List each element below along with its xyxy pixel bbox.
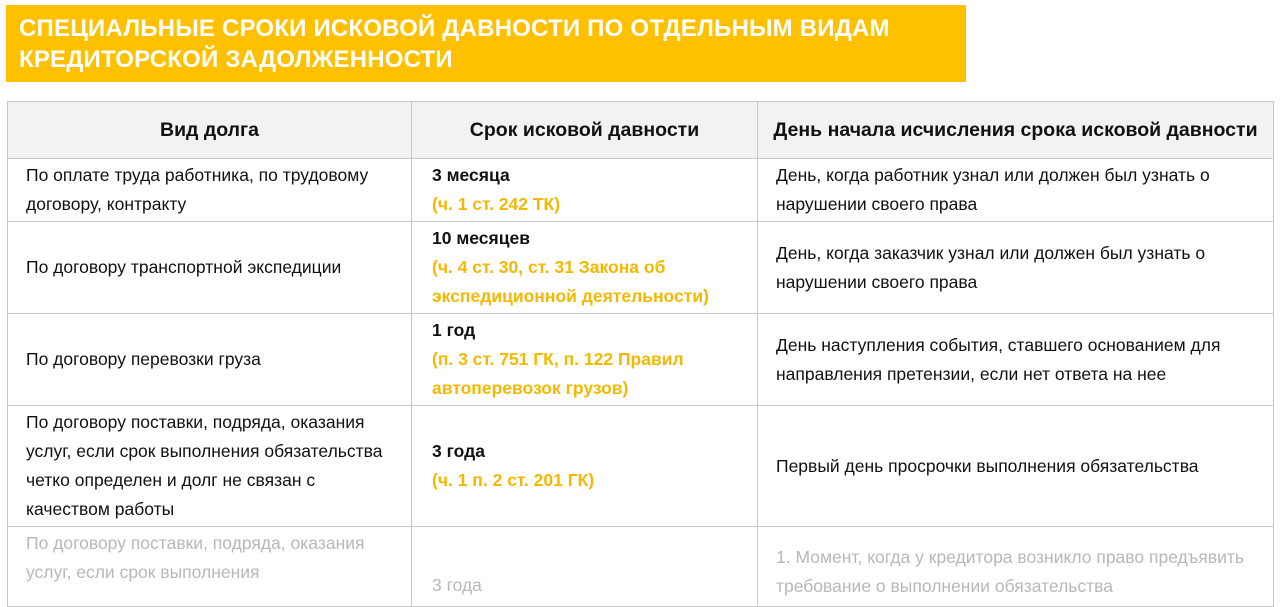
- legal-reference: (ч. 1 п. 2 ст. 201 ГК): [432, 470, 595, 490]
- term-value: 3 месяца: [432, 165, 510, 185]
- limitation-periods-table: [7, 101, 1274, 607]
- header-debt-type: Вид долга: [8, 102, 412, 159]
- table-row: [8, 527, 1274, 607]
- term-cell: [412, 314, 758, 406]
- term-cell: [412, 222, 758, 314]
- debt-type-cell: По договору поставки, подряда, оказания услуг, если срок выполнения обязательства четко определен и долг не связан с качеством работы: [8, 406, 412, 527]
- table-row: [8, 222, 1274, 314]
- debt-type-cell: По договору поставки, подряда, оказания услуг, если срок выполнения: [8, 527, 412, 607]
- table-row: [8, 159, 1274, 222]
- legal-reference: (ч. 4 ст. 30, ст. 31 Закона об экспедиционной деятельности): [432, 257, 709, 306]
- term-value: 1 год: [432, 320, 476, 340]
- debt-type-cell: По договору перевозки груза: [8, 314, 412, 406]
- term-value: 10 месяцев: [432, 228, 530, 248]
- debt-type-cell: По оплате труда работника, по трудовому договору, контракту: [8, 159, 412, 222]
- term-value: 3 года: [432, 441, 485, 461]
- legal-reference: (ч. 1 ст. 242 ТК): [432, 194, 561, 214]
- term-cell: [412, 527, 758, 607]
- start-day-cell: День наступления события, ставшего основанием для направления претензии, если нет ответа на нее: [758, 314, 1274, 406]
- header-start-day: День начала исчисления срока исковой давности: [758, 102, 1274, 159]
- start-day-cell: 1. Момент, когда у кредитора возникло право предъявить требование о выполнении обязательства: [758, 527, 1274, 607]
- start-day-cell: День, когда заказчик узнал или должен был узнать о нарушении своего права: [758, 222, 1274, 314]
- title-line-1: СПЕЦИАЛЬНЫЕ СРОКИ ИСКОВОЙ ДАВНОСТИ ПО ОТДЕЛЬНЫМ ВИДАМ: [19, 15, 890, 42]
- table-row: [8, 314, 1274, 406]
- title-banner: [6, 5, 966, 82]
- term-value: 3 года: [432, 575, 482, 595]
- term-cell: [412, 406, 758, 527]
- table-row: [8, 406, 1274, 527]
- debt-type-cell: По договору транспортной экспедиции: [8, 222, 412, 314]
- term-cell: [412, 159, 758, 222]
- header-term: Срок исковой давности: [412, 102, 758, 159]
- table-header-row: [8, 102, 1274, 159]
- start-day-cell: День, когда работник узнал или должен был узнать о нарушении своего права: [758, 159, 1274, 222]
- title-line-2: КРЕДИТОРСКОЙ ЗАДОЛЖЕННОСТИ: [19, 46, 453, 73]
- start-day-cell: Первый день просрочки выполнения обязательства: [758, 406, 1274, 527]
- legal-reference: (п. 3 ст. 751 ГК, п. 122 Правил автоперевозок грузов): [432, 349, 684, 398]
